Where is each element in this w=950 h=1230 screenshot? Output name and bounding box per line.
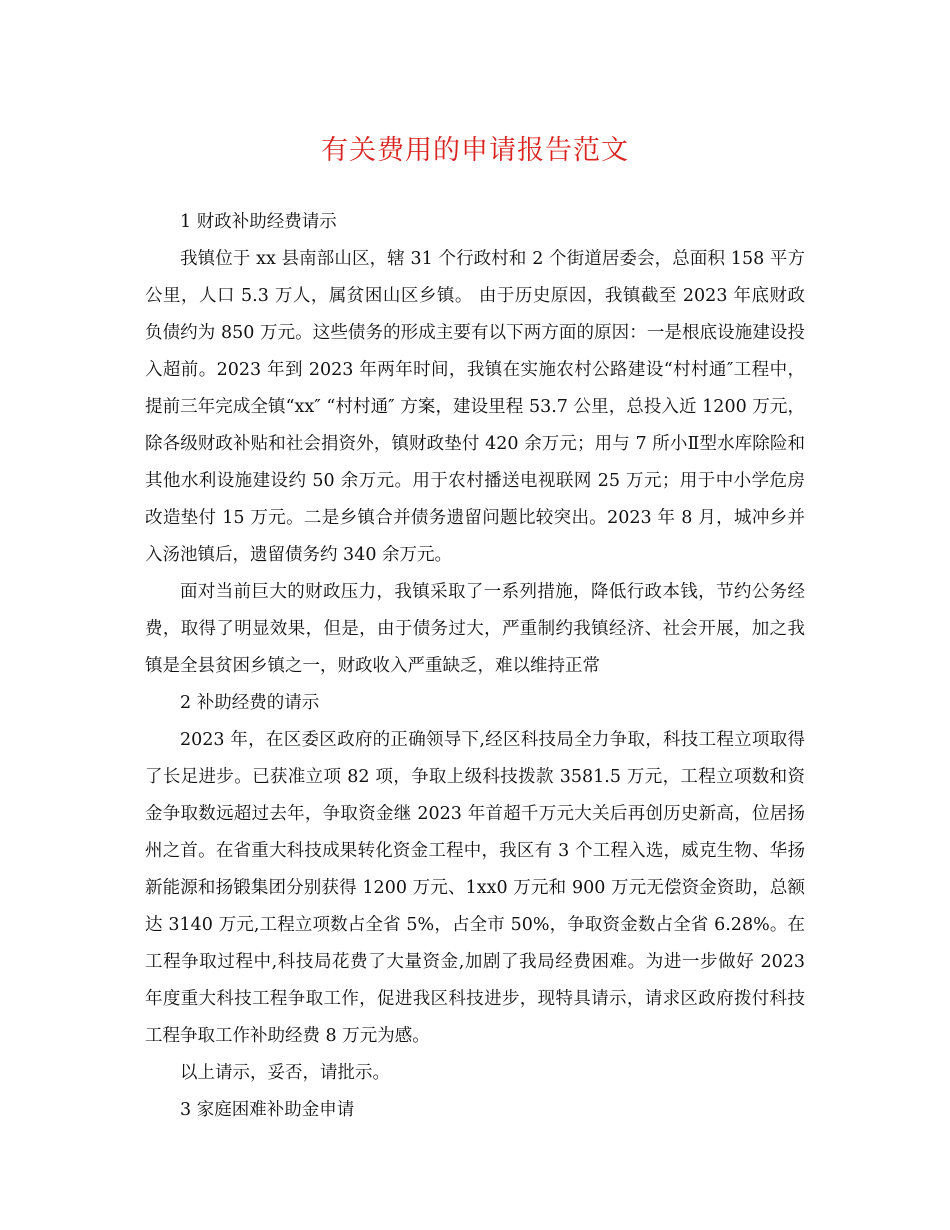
section-1-paragraph-2: 面对当前巨大的财政压力，我镇采取了一系列措施，降低行政本钱，节约公务经费，取得了明显效果，但是，由于债务过大，严重制约我镇经济、社会开展，加之我镇是全县贫困乡镇之一，财政收入严重缺乏，难以维持正常 bbox=[145, 582, 805, 676]
section-3-heading: 3 家庭困难补助金申请 bbox=[180, 1100, 355, 1120]
section-2-paragraph-1: 2023 年，在区委区政府的正确领导下,经区科技局全力争取，科技工程立项取得了长足进步。已获准立项 82 项，争取上级科技拨款 3581.5 万元，工程立项数和资金争取数远超过去年，争取资金继 2023 年首超千万元大关后再创历史新高，位居扬州之首。在省重大科技成果转化资金工程中，我区有 3 个工程入选，威克生物、华扬新能源和扬锻集团分别获得 1200 万元、1xx0 万元和 900 万元无偿资金资助，总额达 3140 万元,工程立项数占全省 5%，占全市 50%，争取资金数占全省 6.28%。在工程争取过程中,科技局花费了大量资金,加剧了我局经费困难。为进一步做好 2023 年度重大科技工程争取工作，促进我区科技进步，现特具请示，请求区政府拨付科技工程争取工作补助经费 8 万元为感。 bbox=[145, 730, 805, 1046]
document-title: 有关费用的申请报告范文 bbox=[321, 135, 629, 166]
section-2-heading: 2 补助经费的请示 bbox=[180, 693, 320, 713]
section-1-paragraph-1: 我镇位于 xx 县南部山区，辖 31 个行政村和 2 个街道居委会，总面积 158 平方公里，人口 5.3 万人，属贫困山区乡镇。 由于历史原因，我镇截至 2023 年底财政负债约为 850 万元。这些债务的形成主要有以下两方面的原因：一是根底设施建设投入超前。2023 年到 2023 年两年时间，我镇在实施农村公路建设“村村通″工程中，提前三年完成全镇“xx″ “村村通″ 方案，建设里程 53.7 公里，总投入近 1200 万元，除各级财政补贴和社会捐资外，镇财政垫付 420 余万元；用与 7 所小Ⅱ型水库除险和其他水利设施建设约 50 余万元。用于农村播送电视联网 25 万元；用于中小学危房改造垫付 15 万元。二是乡镇合并债务遗留问题比较突出。2023 年 8 月，城冲乡并入汤池镇后，遗留债务约 340 余万元。 bbox=[145, 249, 805, 565]
section-1-heading: 1 财政补助经费请示 bbox=[180, 212, 337, 232]
document-body bbox=[145, 204, 805, 1129]
section-2-paragraph-2: 以上请示，妥否，请批示。 bbox=[180, 1063, 390, 1083]
